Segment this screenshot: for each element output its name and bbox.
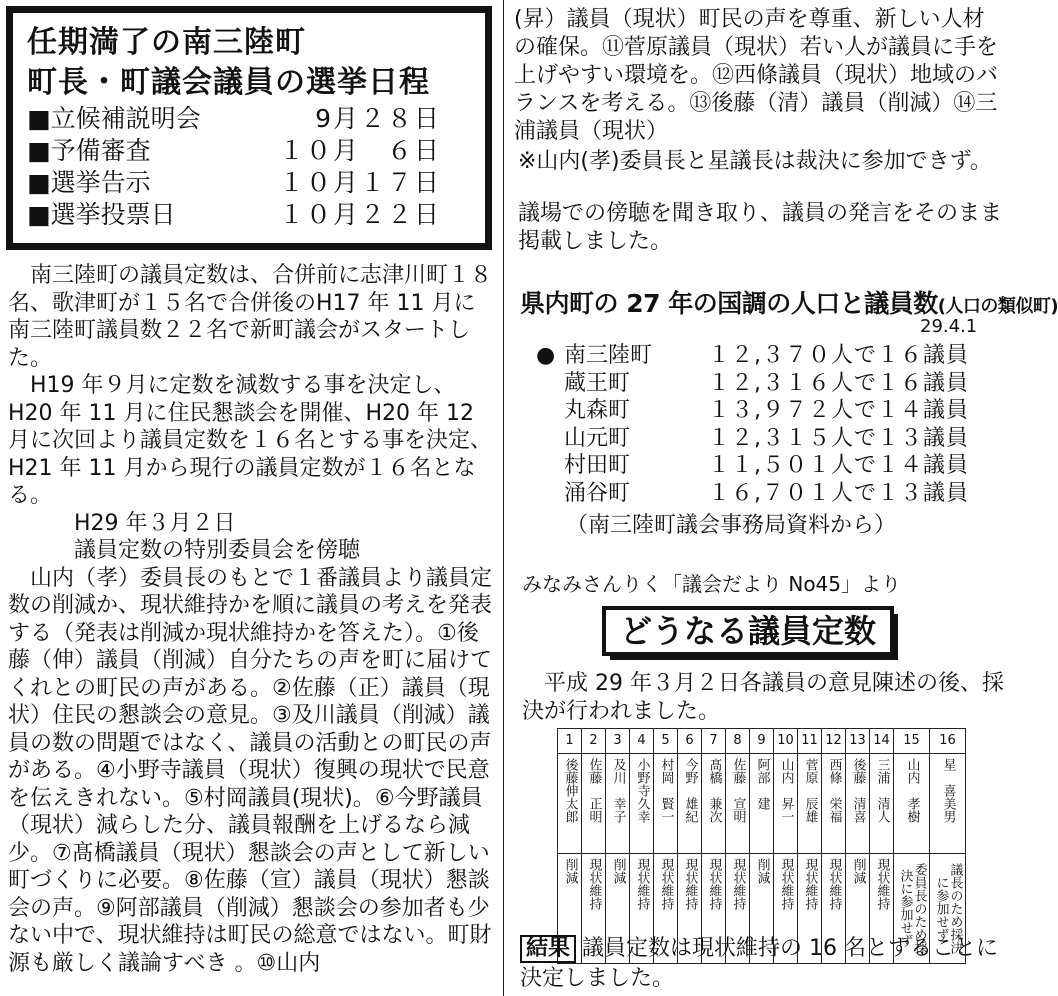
population-heading — [520, 284, 1058, 320]
vote-member-number: 14 — [870, 729, 894, 754]
vote-member-name: 後藤 清喜 — [850, 758, 866, 823]
vote-member-name-cell — [558, 754, 582, 854]
schedule-row — [27, 135, 471, 167]
vote-member-name-cell — [798, 754, 822, 854]
vote-member-name: 佐藤 宣明 — [730, 758, 746, 823]
population-name: 山元町 — [564, 425, 631, 451]
population-name: 涌谷町 — [564, 480, 631, 506]
article-continuation: (昇）議員（現状）町民の声を尊重、新しい人材の確保。⑪菅原議員（現状）若い人が議員に手を上げやすい環境を。⑫西條議員（現状）地域のバランスを考える。⑬後藤（清）議員（削減）⑭三浦議員（現状） — [514, 7, 999, 144]
vote-member-number: 4 — [630, 729, 654, 754]
vote-member-name-cell — [654, 754, 678, 854]
vote-member-name: 山内 孝樹 — [904, 758, 920, 823]
vote-member-name-cell — [870, 754, 894, 854]
vote-member-name: 山内 昇一 — [778, 758, 794, 823]
vote-member-name-cell — [846, 754, 870, 854]
schedule-row — [27, 167, 471, 199]
vote-member-name: 阿部 建 — [754, 758, 770, 810]
schedule-label: ■予備審査 — [27, 136, 151, 165]
result-text: 議員定数は現状維持の 16 名とすることに決定しました。 — [520, 936, 998, 991]
vote-member-vote: 削減 — [850, 858, 866, 884]
population-name: 村田町 — [564, 453, 631, 478]
vote-member-name-cell — [726, 754, 750, 854]
vote-member-vote: 現状維持 — [682, 858, 698, 910]
vote-member-number: 5 — [654, 729, 678, 754]
how-title-box: どうなる議員定数 — [602, 606, 894, 656]
population-stat: １２,３１５人で１３議員 — [708, 425, 969, 451]
population-source: （南三陸町議会事務局資料から） — [566, 513, 897, 538]
population-bullet — [536, 397, 564, 425]
vote-member-vote: 現状維持 — [730, 858, 746, 910]
population-row — [536, 370, 969, 398]
vote-member-number: 10 — [774, 729, 798, 754]
population-bullet: ● — [536, 343, 556, 368]
article-paragraph-1: 南三陸町の議員定数は、合併前に志津川町１８名、歌津町が１５名で合併後のH17 年 11 月に南三陸町議員数２２名で新町議会がスタートした。 — [8, 263, 493, 371]
vote-member-name: 西條 栄福 — [826, 758, 842, 823]
vote-table-name-row — [558, 754, 966, 854]
date-heading: H29 年３月２日 — [74, 510, 236, 536]
vote-member-name: 星 喜美男 — [940, 758, 956, 823]
vote-member-number: 1 — [558, 729, 582, 754]
article-paragraph-2: H19 年９月に定数を減数する事を決定し、H20 年 11 月に住民懇談会を開催、H20 年 12 月に次回より議員定数を１６名とする事を決定、H21 年 11 月から現行の議員定数が１６名となる。 — [8, 373, 493, 508]
population-row — [536, 342, 969, 370]
schedule-date: １０月 ６日 — [278, 136, 441, 165]
schedule-title-line2: 町長・町議会議員の選挙日程 — [27, 65, 430, 100]
vote-member-number: 12 — [822, 729, 846, 754]
vote-member-number: 15 — [894, 729, 930, 754]
vote-member-vote: 削減 — [610, 858, 626, 884]
population-table — [536, 342, 969, 507]
vote-member-name-cell — [702, 754, 726, 854]
vote-member-number: 6 — [678, 729, 702, 754]
vote-member-name-cell — [630, 754, 654, 854]
population-name: 南三陸町 — [564, 343, 653, 368]
population-name: 丸森町 — [564, 398, 631, 423]
vote-member-number: 11 — [798, 729, 822, 754]
vote-member-number: 16 — [930, 729, 966, 754]
schedule-rows — [27, 103, 471, 231]
vote-intro-text: 平成 29 年３月２日各議員の意見陳述の後、採決が行われました。 — [522, 671, 1004, 724]
vote-member-name: 髙橋 兼次 — [706, 758, 722, 823]
vote-member-vote: 現状維持 — [586, 858, 602, 910]
gallery-note: 議場での傍聴を聞き取り、議員の発言をそのまま掲載しました。 — [518, 201, 1003, 254]
vote-member-name-cell — [774, 754, 798, 854]
population-stat: １６,７０１人で１３議員 — [708, 480, 969, 506]
population-stat: １２,３１６人で１６議員 — [708, 370, 969, 396]
vote-intro — [522, 670, 1006, 726]
schedule-label: ■選挙投票日 — [27, 200, 176, 229]
population-stat: １１,５０１人で１４議員 — [708, 453, 969, 478]
vote-member-vote: 現状維持 — [778, 858, 794, 910]
vote-member-name: 及川 幸子 — [610, 758, 626, 823]
schedule-row — [27, 103, 471, 135]
vote-member-vote: 現状維持 — [658, 858, 674, 910]
schedule-title-line1: 任期満了の南三陸町 — [27, 25, 306, 60]
result-tag: 結果 — [520, 935, 576, 963]
abstention-note: ※山内(孝)委員長と星議長は裁決に参加できず。 — [518, 149, 992, 174]
vote-member-name-cell — [930, 754, 966, 854]
vote-member-name: 三浦 清人 — [874, 758, 890, 823]
population-date: 29.4.1 — [920, 316, 978, 337]
vote-member-name-cell — [606, 754, 630, 854]
left-article — [8, 262, 494, 977]
article-paragraph-3: 山内（孝）委員長のもとで１番議員より議員定数の削減か、現状維持かを順に議員の考えを発表する（発表は削減か現状維持かを答えた）。①後藤（伸）議員（削減）自分たちの声を町に届けてくれとの町民の声がある。②佐藤（正）議員（現状）住民の懇談会の意見。③及川議員（削減）議員の数の問題ではなく、議員の活動との町民の声がある。④小野寺議員（現状）復興の現状で民意を伝えきれない。⑤村岡議員(現状)。⑥今野議員（現状）減らした分、議員報酬を上げるなら減少。⑦髙橋議員（現状）懇談会の声として新しい町づくりに必要。⑧佐藤（宣）議員（現状）懇談会の声。⑨阿部議員（削減）懇談会の参加者も少ない中で、現状維持は町民の総意ではない。町財源も厳しく議論すべき 。⑩山内 — [8, 565, 493, 976]
vote-member-name-cell — [894, 754, 930, 854]
population-row — [536, 480, 969, 508]
population-row — [536, 425, 969, 453]
population-bullet — [536, 425, 564, 453]
population-heading-small: (人口の類似町) — [937, 296, 1058, 317]
vote-member-vote: 現状維持 — [706, 858, 722, 910]
vote-member-name: 村岡 賢一 — [658, 758, 674, 823]
schedule-date: １０月２２日 — [278, 200, 441, 229]
schedule-row — [27, 199, 471, 231]
population-row — [536, 452, 969, 480]
column-divider — [503, 0, 504, 996]
schedule-label: ■選挙告示 — [27, 168, 151, 197]
population-stat: １２,３７０人で１６議員 — [708, 343, 969, 368]
vote-member-vote: 削減 — [754, 858, 770, 884]
election-schedule-box — [6, 6, 492, 250]
vote-member-number: 9 — [750, 729, 774, 754]
vote-member-number: 8 — [726, 729, 750, 754]
vote-member-number: 13 — [846, 729, 870, 754]
vote-member-vote: 現状維持 — [874, 858, 890, 910]
vote-member-vote: 削減 — [562, 858, 578, 884]
vote-member-name-cell — [678, 754, 702, 854]
vote-member-name-cell — [750, 754, 774, 854]
schedule-date: 9月２８日 — [315, 104, 441, 133]
vote-member-vote: 委員長のため採決に参加せず — [897, 862, 927, 954]
population-row — [536, 397, 969, 425]
vote-member-vote: 現状維持 — [634, 858, 650, 910]
vote-member-name: 今野 雄紀 — [682, 758, 698, 823]
vote-member-number: 2 — [582, 729, 606, 754]
vote-member-vote: 現状維持 — [826, 858, 842, 910]
population-stat: １３,９７２人で１４議員 — [708, 398, 969, 423]
schedule-label: ■立候補説明会 — [27, 104, 201, 133]
population-bullet — [536, 480, 564, 508]
vote-member-name: 佐藤 正明 — [586, 758, 602, 823]
population-bullet — [536, 370, 564, 398]
population-heading-main: 県内町の 27 年の国調の人口と議員数 — [520, 289, 938, 318]
vote-member-name: 後藤伸太郎 — [562, 758, 578, 823]
vote-member-vote: 議長のため採決に参加せず — [933, 862, 963, 954]
vote-member-number: 3 — [606, 729, 630, 754]
vote-member-vote: 現状維持 — [802, 858, 818, 910]
vote-table-number-row — [558, 729, 966, 754]
population-name: 蔵王町 — [564, 370, 631, 396]
vote-member-name: 菅原 辰雄 — [802, 758, 818, 823]
vote-member-name-cell — [582, 754, 606, 854]
population-bullet — [536, 452, 564, 480]
committee-heading: 議員定数の特別委員会を傍聴 — [74, 538, 361, 563]
schedule-date: １０月１７日 — [278, 168, 441, 197]
vote-member-name-cell — [822, 754, 846, 854]
vote-member-name: 小野寺久幸 — [634, 758, 650, 823]
vote-table — [557, 728, 966, 964]
result-section — [520, 934, 1010, 994]
vote-member-number: 7 — [702, 729, 726, 754]
newsletter-source: みなみさんりく「議会だより No45」より — [522, 572, 902, 596]
